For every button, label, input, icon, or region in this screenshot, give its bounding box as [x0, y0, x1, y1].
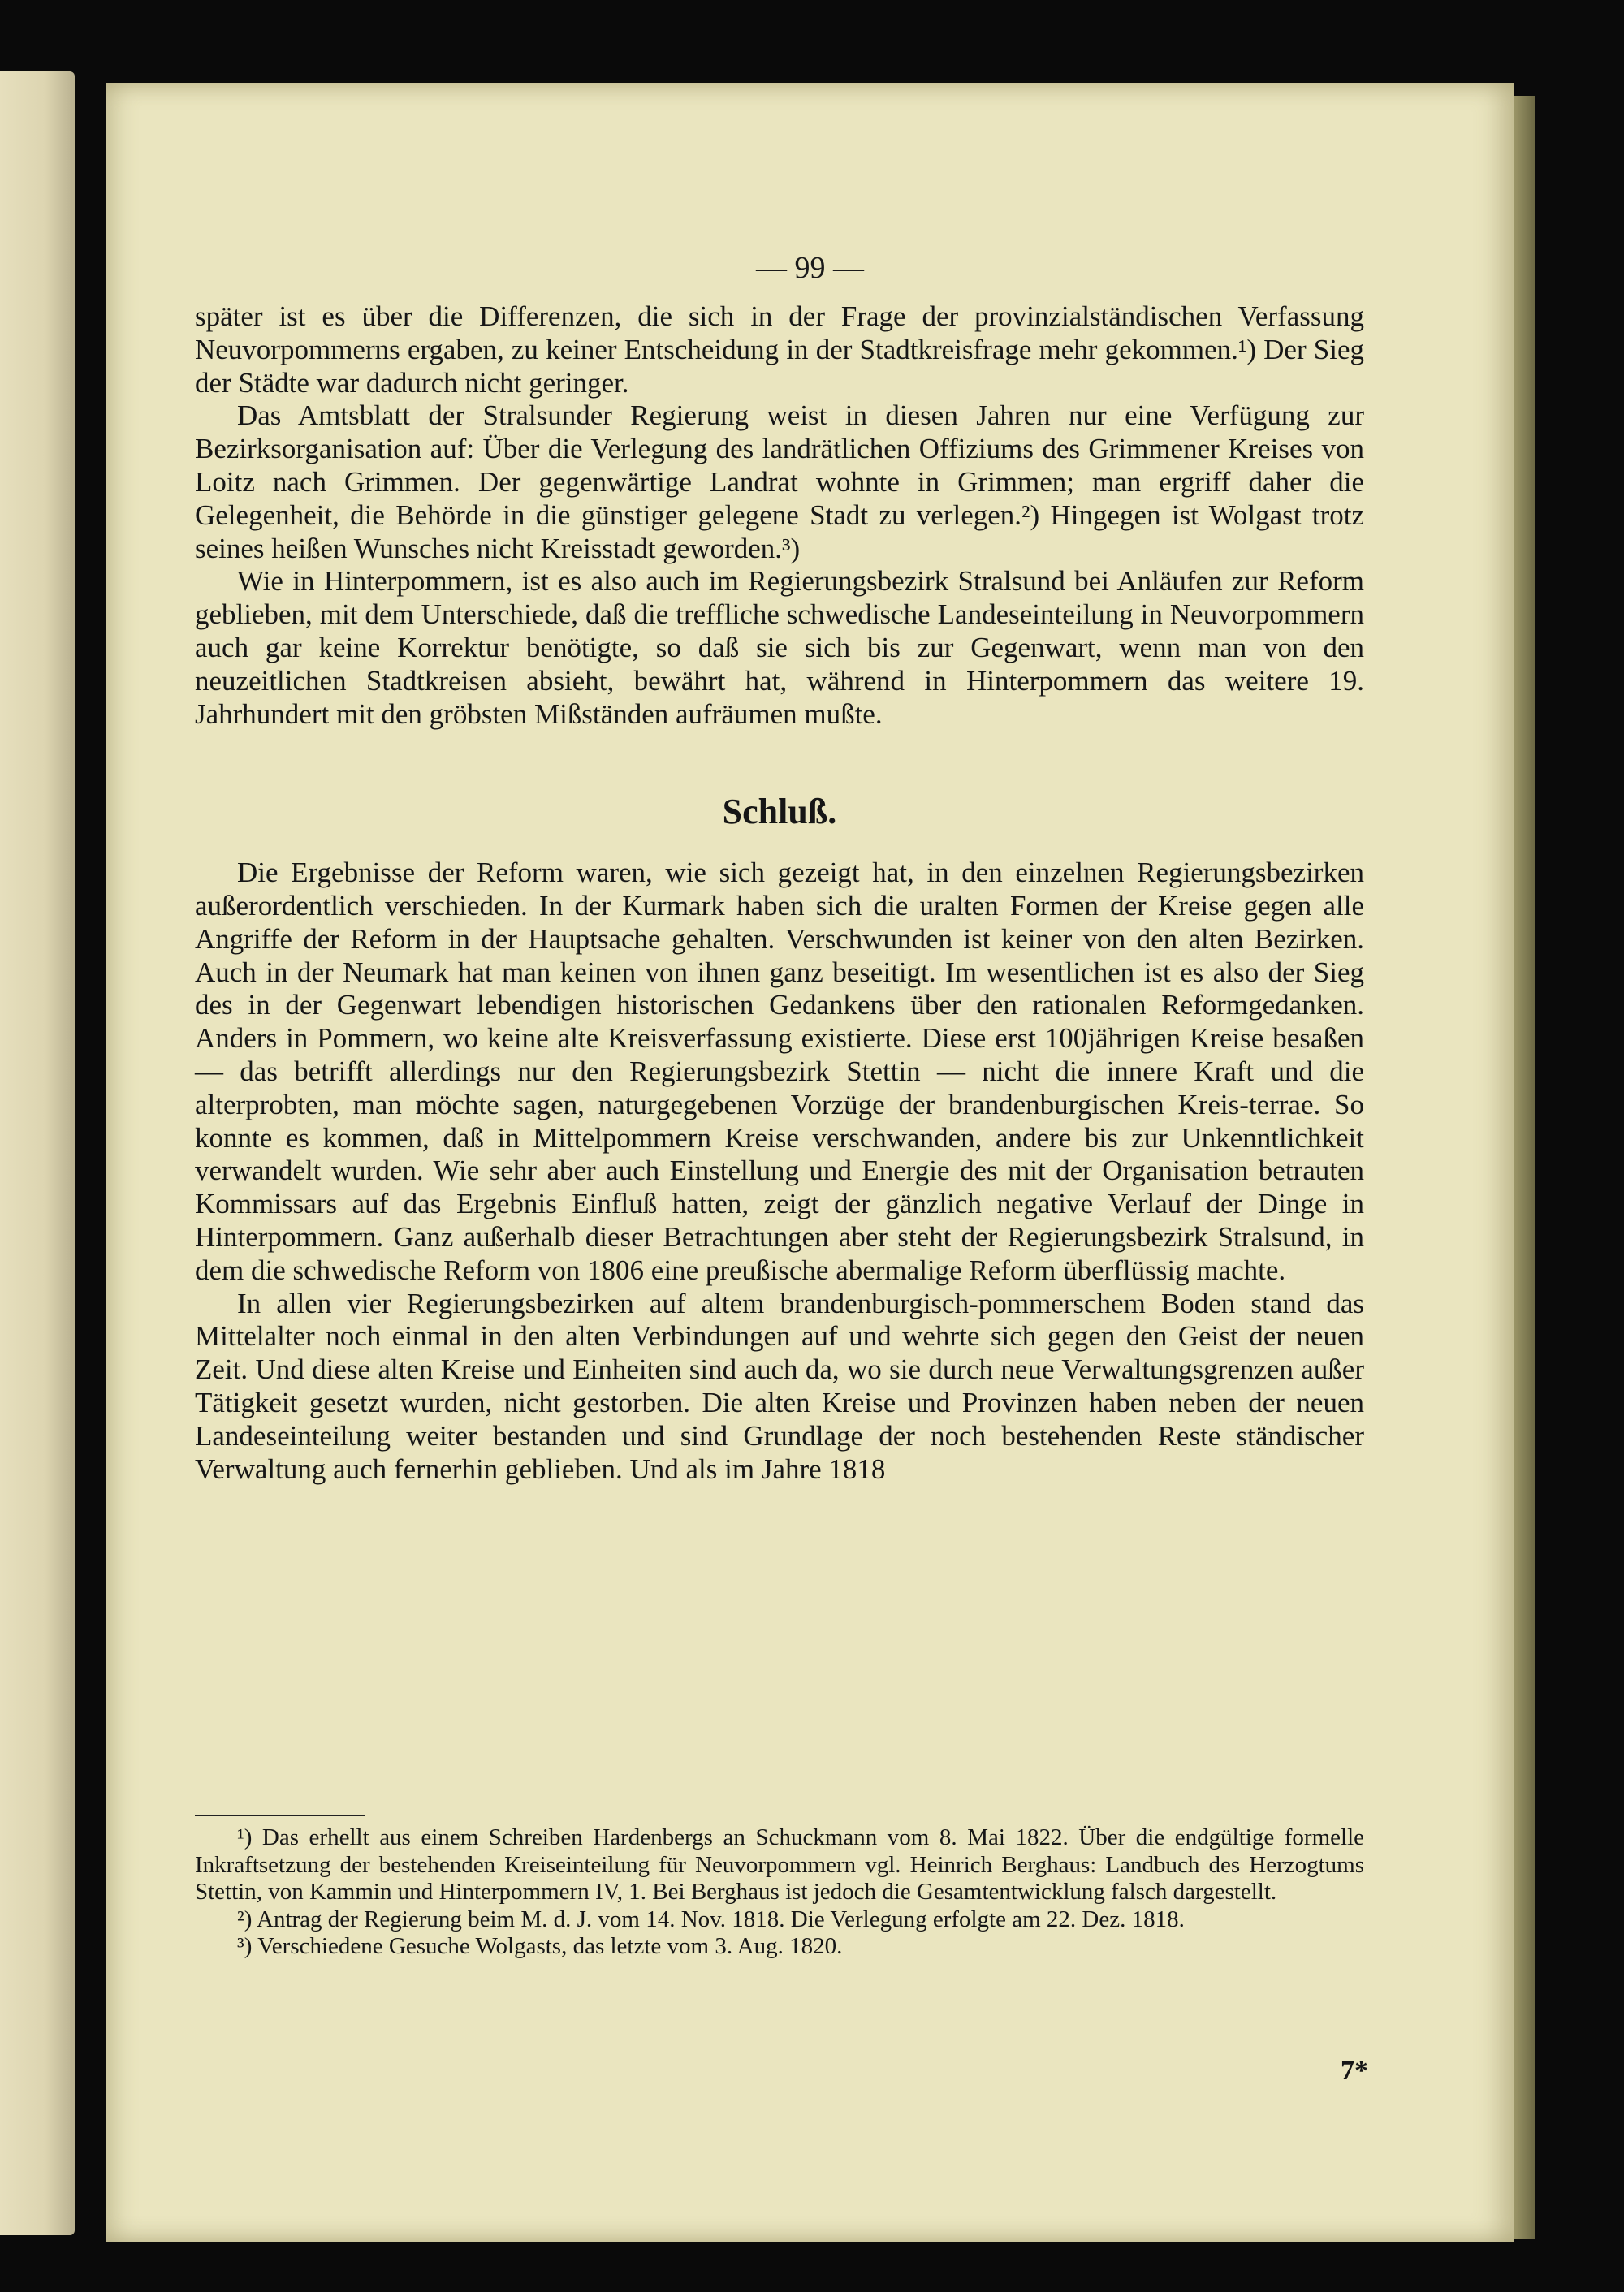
footnote-rule	[195, 1815, 365, 1816]
paragraph-5: In allen vier Regierungsbezirken auf altem brandenburgisch-pommerschem Boden stand das Mittelalter noch einmal in den alten Verbindungen auf und wehrte sich gegen den Geist der neuen Zeit. Und diese alten Kreise und Einheiten sind auch da, wo sie durch neue Verwaltungsgrenzen außer Tätigkeit gesetzt wurden, nicht gestorben. Die alten Kreise und Provinzen haben neben der neuen Landeseinteilung weiter bestanden und sind Grundlage der noch bestehenden Reste ständischer Verwaltung auch fernerhin geblieben. Und als im Jahre 1818	[195, 1287, 1364, 1485]
footnote-1: ¹) Das erhellt aus einem Schreiben Hardenbergs an Schuckmann vom 8. Mai 1822. Über die endgültige formelle Inkraftsetzung der bestehenden Kreiseinteilung für Neuvorpommern vgl. Heinrich Berghaus: Landbuch des Herzogtums Stettin, von Kammin und Hinterpommern IV, 1. Bei Berghaus ist jedoch die Gesamtentwicklung falsch dargestellt.	[195, 1824, 1364, 1905]
footnote-3: ³) Verschiedene Gesuche Wolgasts, das letzte vom 3. Aug. 1820.	[237, 1933, 843, 1959]
main-text	[195, 300, 1364, 1486]
footnotes	[195, 1824, 1364, 1961]
section-heading: Schluß.	[722, 792, 837, 832]
paragraph-2: Das Amtsblatt der Stralsunder Regierung weist in diesen Jahren nur eine Verfügung zur Bezirksorganisation auf: Über die Verlegung des landrätlichen Offiziums des Grimmener Kreises von Loitz nach Grimmen. Der gegenwärtige Landrat wohnte in Grimmen; man ergriff daher die Gelegenheit, die Behörde in die günstiger gelegene Stadt zu verlegen.²) Hingegen ist Wolgast trotz seines heißen Wunsches nicht Kreisstadt geworden.³)	[195, 399, 1364, 564]
left-page-edge	[0, 71, 75, 2235]
paragraph-1: später ist es über die Differenzen, die sich in der Frage der provinzialständischen Verfassung Neuvorpommerns ergaben, zu keiner Entscheidung in der Stadtkreisfrage mehr gekommen.¹) Der Sieg der Städte war dadurch nicht geringer.	[195, 300, 1364, 399]
signature-mark: 7*	[1341, 2056, 1368, 2086]
paragraph-4: Die Ergebnisse der Reform waren, wie sich gezeigt hat, in den einzelnen Regierungsbezirken außerordentlich verschieden. In der Kurmark haben sich die uralten Formen der Kreise gegen alle Angriffe der Reform in der Hauptsache gehalten. Verschwunden ist keiner von den alten Bezirken. Auch in der Neumark hat man keinen von ihnen ganz beseitigt. Im wesentlichen ist es also der Sieg des in der Gegenwart lebendigen historischen Gedankens über den rationalen Reformgedanken. Anders in Pommern, wo keine alte Kreisverfassung existierte. Diese erst 100jährigen Kreise besaßen — das betrifft allerdings nur den Regierungsbezirk Stettin — nicht die innere Kraft und die alterprobten, man möchte sagen, naturgegebenen Vorzüge der brandenburgischen Kreis-terrae. So konnte es kommen, daß in Mittelpommern Kreise verschwanden, andere bis zur Unkenntlichkeit verwandelt wurden. Wie sehr aber auch Einstellung und Energie des mit der Organisation betrauten Kommissars auf das Ergebnis Einfluß hatten, zeigt der gänzlich negative Verlauf der Dinge in Hinterpommern. Ganz außerhalb dieser Betrachtungen aber steht der Regierungsbezirk Stralsund, in dem die schwedische Reform von 1806 eine preußische abermalige Reform überflüssig machte.	[195, 857, 1364, 1286]
page-number: — 99 —	[756, 251, 864, 285]
paragraph-3: Wie in Hinterpommern, ist es also auch im Regierungsbezirk Stralsund bei Anläufen zur Reform geblieben, mit dem Unterschiede, daß die treffliche schwedische Landeseinteilung in Neuvorpommern auch gar keine Korrektur benötigte, so daß sie sich bis zur Gegenwart, wenn man von den neuzeitlichen Stadtkreisen absieht, bewährt hat, während in Hinterpommern das weitere 19. Jahrhundert mit den gröbsten Mißständen aufräumen mußte.	[195, 565, 1364, 730]
book-page	[106, 83, 1514, 2242]
footnote-2: ²) Antrag der Regierung beim M. d. J. vom 14. Nov. 1818. Die Verlegung erfolgte am 22. Dez. 1818.	[237, 1906, 1185, 1932]
